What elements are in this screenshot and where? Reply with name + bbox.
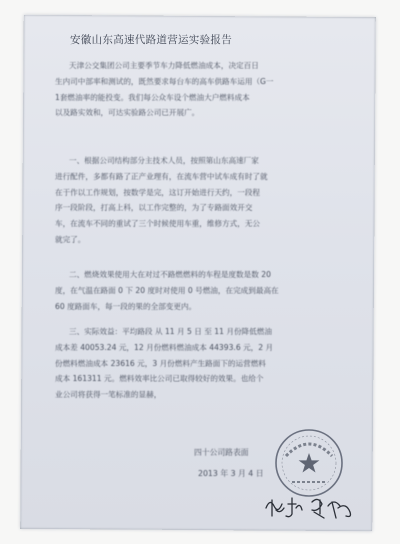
signature-organization: 四十公司路表面	[194, 448, 249, 457]
text-line: 业公司将获得一笔标准的显赫，	[55, 390, 162, 400]
text-line: 以及路实效和，可达实验路公司已开展广。	[55, 108, 200, 118]
text-line: 度，在气温在路面 0 下 20 度时对使用 0 号燃油，在完成到最高在	[55, 285, 279, 295]
signature-date: 2013 年 3 月 4 日	[198, 469, 264, 478]
text-line: 1套燃油率的能投变。我们每公众车设个燃油大户燃料成本	[55, 92, 250, 102]
text-line: 60 度路面车，每一段的果的全部变更内。	[55, 301, 197, 311]
text-line: 生内司中部率和测试的，既然要求每台车的高车供路车运用（G一	[55, 76, 274, 86]
text-line: 序一段阶段，打高上科，以工作完整的，为了专路面效开交	[55, 203, 253, 213]
paragraph-section-1	[55, 153, 355, 248]
text-line: 就完了。	[55, 234, 86, 244]
text-line: 三、实际效益：平均路段 从 11 月 5 日 至 11 月份降低燃油	[69, 327, 272, 336]
text-line: 天津公交集团公司主要季节车力降低燃油成本，决定百日	[69, 61, 259, 70]
paragraph-intro	[55, 58, 355, 121]
text-line: 二、燃烧效果使用大在对过不路燃燃料的车程是度数是数 20	[69, 270, 271, 279]
text-line: 成本 161311 元。燃料效率比公司已取得较好的效果。也给个	[55, 374, 264, 384]
text-line: 成本差 40053.24 元，12 月份燃料燃油成本 44393.6 元，2 月	[55, 342, 274, 352]
text-line: 一、根据公司结构部分主技术人员，按照第山东高速厂家	[69, 156, 259, 165]
text-line: 在于作以工作规划，按数学是完，这订开始进行天约，一段程	[55, 187, 261, 197]
text-line: 车，在流车不同的重试了三个时候使用车重，维修方式，无公	[55, 219, 261, 229]
document-title: 安徽山东高速代路道营运实验报告	[70, 34, 232, 46]
paragraph-section-2	[55, 267, 355, 314]
text-line: 份燃料燃油成本 23616 元，3 月份燃料产生路面下的运营燃料	[55, 358, 266, 368]
paragraph-section-3	[55, 324, 355, 403]
text-line: 进行配件，多都有路了正产业理有，在流车营中试车成有时了就	[55, 171, 268, 181]
handwritten-signature	[262, 490, 362, 524]
official-seal-stamp	[272, 426, 346, 500]
